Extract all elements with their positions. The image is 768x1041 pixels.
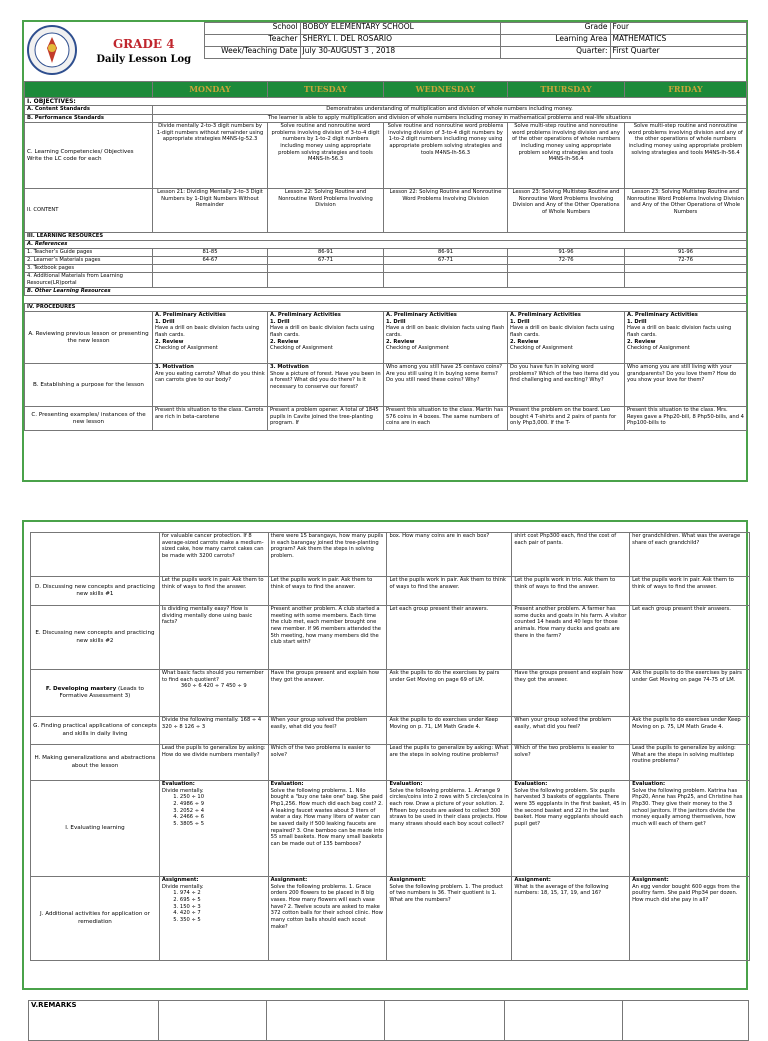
day-wednesday: WEDNESDAY: [384, 81, 508, 97]
reviewing-friday: A. Preliminary Activities 1. Drill Have a drill on basic division facts using flash cards. 2. Review Checking of Assignment: [625, 312, 747, 364]
lm-wednesday: 67-71: [384, 257, 508, 265]
applications-label: G. Finding practical applications of concepts and skills in daily living: [31, 717, 160, 745]
evaluating-thursday: Evaluation: Solve the following problem. Six pupils harvested 3 baskets of eggplants. There were 35 eggplants in the first basket, 45 in the second basket and 22 in the last basket. How many eggplants should each pupil get?: [512, 781, 630, 877]
deped-seal: [24, 23, 84, 81]
grade-value: Four: [610, 23, 746, 35]
learning-area-label: Learning Area: [500, 35, 610, 47]
week-label: Week/Teaching Date: [204, 47, 300, 59]
generalizations-thursday: Which of the two problems is easier to solve?: [512, 745, 630, 781]
procedures-heading: IV. PROCEDURES: [25, 304, 747, 312]
teacher-label: Teacher: [204, 35, 300, 47]
day-friday: FRIDAY: [625, 81, 747, 97]
discussing-2-monday: Is dividing mentally easy? How is dividing mentally done using basic facts?: [159, 606, 268, 670]
reviewing-tuesday: A. Preliminary Activities 1. Drill Have a drill on basic division facts using flash cards. 2. Review Checking of Assignment: [268, 312, 384, 364]
reviewing-monday: A. Preliminary Activities 1. Drill Have a drill on basic division facts using flash cards. 2. Review Checking of Assignment: [153, 312, 268, 364]
generalizations-label: H. Making generalizations and abstractions about the lesson: [31, 745, 160, 781]
content-monday: Lesson 21: Dividing Mentally 2-to-3 Digit Numbers by 1-Digit Numbers Without Remainder: [153, 189, 268, 233]
reviewing-label: A. Reviewing previous lesson or presenting the new lesson: [25, 312, 153, 364]
mastery-tuesday: Have the groups present and explain how they got the answer.: [268, 670, 387, 717]
log-subtitle: Daily Lesson Log: [96, 53, 192, 65]
discussing-1-monday: Let the pupils work in pair. Ask them to think of ways to find the answer.: [159, 577, 268, 606]
evaluating-tuesday: Evaluation: Solve the following problems. 1. Nilo bought a "buy one take one" bag. She paid Php1,256. How much did each bag cost? 2. A leaking faucet wastes about 3 liters of water a day. How many liters of water can be saved daily if 500 leaking faucets are repaired? 3. One bamboo can be made into 55 small baskets. How many small baskets can be made out of 135 bamboos?: [268, 781, 387, 877]
discussing-2-friday: Let each group present their answers.: [630, 606, 750, 670]
lm-monday: 64-67: [153, 257, 268, 265]
discussing-2-label: E. Discussing new concepts and practicing new skills #2: [31, 606, 160, 670]
presenting-wednesday: Present this situation to the class. Martin has 576 coins in 4 boxes. The same numbers of coins are in each: [384, 407, 508, 431]
header-table: [24, 22, 747, 81]
presenting-tuesday: Present a problem opener. A total of 1845 pupils in Cavite joined the tree-planting program. If: [268, 407, 384, 431]
additional-activities-label: J. Additional activities for application or remediation: [31, 877, 160, 961]
presenting-friday: Present this situation to the class. Mrs. Reyes gave a Php20-bill, 8 Php50-bills, and 4 Php100-bills to: [625, 407, 747, 431]
tg-monday: 81-85: [153, 249, 268, 257]
deped-seal-icon: [26, 24, 78, 76]
other-resources-heading: B. Other Learning Resources: [25, 288, 747, 296]
remarks-table: [28, 1000, 749, 1041]
grade-title: GRADE 4: [112, 36, 175, 51]
lesson-log-page-3: [22, 1000, 748, 1040]
content-thursday: Lesson 23: Solving Multistep Routine and Nonroutine Word Problems Involving Division and Any of the Other Operations of Whole Numbers: [508, 189, 625, 233]
competency-tuesday: Solve routine and nonroutine word problems involving division of 3-to-4 digit numbers by 1-to-2 digit numbers including money using appropriate problem solving strategies and tools M4NS-Ih-56.3: [268, 123, 384, 189]
objectives-heading: I. OBJECTIVES:: [25, 97, 747, 106]
lm-label: 2. Learner’s Materials pages: [25, 257, 153, 265]
day-thursday: THURSDAY: [508, 81, 625, 97]
evaluating-label: I. Evaluating learning: [31, 781, 160, 877]
lm-tuesday: 67-71: [268, 257, 384, 265]
week-value: July 30-AUGUST 3 , 2018: [300, 47, 500, 59]
references-heading: A. References: [25, 241, 747, 249]
tg-label: 1. Teacher’s Guide pages: [25, 249, 153, 257]
generalizations-tuesday: Which of the two problems is easier to solve?: [268, 745, 387, 781]
competencies-label: C. Learning Competencies/ Objectives Write the LC code for each: [25, 123, 153, 189]
lesson-table-1: [24, 81, 747, 432]
assignment-thursday: Assignment: What is the average of the following numbers: 18, 15, 17, 19, and 16?: [512, 877, 630, 961]
purpose-thursday: Do you have fun in solving word problems? Which of the two items did you find challenging and exciting? Why?: [508, 364, 625, 407]
applications-wednesday: Ask the pupils to do exercises under Keep Moving on p. 71, LM Math Grade 4.: [387, 717, 512, 745]
continued-wednesday: box. How many coins are in each box?: [387, 533, 512, 577]
content-standards-label: A. Content Standards: [25, 106, 153, 115]
applications-thursday: When your group solved the problem easily, what did you feel?: [512, 717, 630, 745]
competency-wednesday: Solve routine and nonroutine word problems involving division of 3-to-4 digit numbers by 1-to-2 digit numbers including money using appropriate problem solving strategies and tools M4NS-Ih-56.3: [384, 123, 508, 189]
remarks-label: V.REMARKS: [29, 1001, 159, 1041]
assignment-wednesday: Assignment: Solve the following problem. 1. The product of two numbers is 36. Their quotient is 1. What are the numbers?: [387, 877, 512, 961]
applications-monday: Divide the following mentally. 168 ÷ 4 320 ÷ 8 126 ÷ 3: [159, 717, 268, 745]
discussing-1-friday: Let the pupils work in pair. Ask them to think of ways to find the answer.: [630, 577, 750, 606]
school-value: BOBOY ELEMENTARY SCHOOL: [300, 23, 500, 35]
continued-friday: her grandchildren. What was the average share of each grandchild?: [630, 533, 750, 577]
continued-monday: for valuable cancer protection. If 8 average-sized carrots make a medium-sized cake, how many carrot cakes can be made with 3200 carrots?: [159, 533, 268, 577]
assignment-tuesday: Assignment: Solve the following problems. 1. Grace orders 200 flowers to be placed in 8 big vases. How many flowers will each vase have? 2. Twelve scouts are asked to make 372 cotton balls for their school clinic. How many cotton balls should each scout make?: [268, 877, 387, 961]
presenting-monday: Present this situation to the class. Carrots are rich in beta-carotene: [153, 407, 268, 431]
discussing-2-thursday: Present another problem. A farmer has some ducks and goats in his farm. A visitor counted 14 heads and 40 legs for those animals. How many ducks and goats are there in the farm?: [512, 606, 630, 670]
discussing-2-tuesday: Present another problem. A club started a meeting with some members. Each time the club met, each member brought one new member. If 96 members attended the 5th meeting, how many members did the club start with?: [268, 606, 387, 670]
mastery-friday: Ask the pupils to do the exercises by pairs under Get Moving on page 74-75 of LM.: [630, 670, 750, 717]
title-block: [84, 23, 204, 81]
quarter-value: First Quarter: [610, 47, 746, 59]
content-wednesday: Lesson 22: Solving Routine and Nonroutine Word Problems Involving Division: [384, 189, 508, 233]
performance-standards-value: The learner is able to apply multiplication and division of whole numbers including money in mathematical problems and real-life situations: [153, 115, 747, 123]
reviewing-wednesday: A. Preliminary Activities 1. Drill Have a drill on basic division facts using flash cards. 2. Review Checking of Assignment: [384, 312, 508, 364]
applications-friday: Ask the pupils to do exercises under Keep Moving on p. 75, LM Math Grade 4.: [630, 717, 750, 745]
discussing-2-wednesday: Let each group present their answers.: [387, 606, 512, 670]
content-tuesday: Lesson 22: Solving Routine and Nonroutine Word Problems Involving Division: [268, 189, 384, 233]
quarter-label: Quarter:: [500, 47, 610, 59]
lesson-table-2: [30, 532, 750, 961]
mastery-monday: What basic facts should you remember to find each quotient? 360 ÷ 6 420 ÷ 7 450 ÷ 9: [159, 670, 268, 717]
lm-friday: 72-76: [625, 257, 747, 265]
purpose-monday: 3. Motivation Are you eating carrots? What do you think can carrots give to our body?: [153, 364, 268, 407]
competency-monday: Divide mentally 2-to-3 digit numbers by 1-digit numbers without remainder using appropriate strategies M4NS-Ig-52.3: [153, 123, 268, 189]
lm-thursday: 72-76: [508, 257, 625, 265]
evaluating-friday: Evaluation: Solve the following problem. Katrina has Php20, Anne has Php25, and Christine has Php30. They give their money to the 3 school janitors. If the janitors divide the money equally among themselves, how much will each of them get?: [630, 781, 750, 877]
content-friday: Lesson 23: Solving Multistep Routine and Nonroutine Word Problems Involving Division and Any of the Other Operations of Whole Numbers: [625, 189, 747, 233]
lesson-log-page-2: [22, 520, 748, 990]
tg-tuesday: 86-91: [268, 249, 384, 257]
generalizations-monday: Lead the pupils to generalize by asking: How do we divide numbers mentally?: [159, 745, 268, 781]
reviewing-thursday: A. Preliminary Activities 1. Drill Have a drill on basic division facts using flash cards. 2. Review Checking of Assignment: [508, 312, 625, 364]
performance-standards-label: B. Performance Standards: [25, 115, 153, 123]
competency-friday: Solve multi-step routine and nonroutine word problems involving division and any of the other operations of whole numbers including money using appropriate problem solving strategies and tools M4NS-Ih-56.4: [625, 123, 747, 189]
tg-wednesday: 86-91: [384, 249, 508, 257]
day-header-row: [25, 81, 747, 97]
teacher-value: SHERYL I. DEL ROSARIO: [300, 35, 500, 47]
mastery-wednesday: Ask the pupils to do the exercises by pairs under Get Moving on page 69 of LM.: [387, 670, 512, 717]
generalizations-wednesday: Lead the pupils to generalize by asking: What are the steps in solving routine problems?: [387, 745, 512, 781]
resources-heading: III. LEARNING RESOURCES: [25, 233, 747, 241]
discussing-1-label: D. Discussing new concepts and practicing new skills #1: [31, 577, 160, 606]
discussing-1-tuesday: Let the pupils work in pair. Ask them to think of ways to find the answer.: [268, 577, 387, 606]
purpose-label: B. Establishing a purpose for the lesson: [25, 364, 153, 407]
continued-thursday: shirt cost Php300 each, find the cost of each pair of pants.: [512, 533, 630, 577]
evaluating-wednesday: Evaluation: Solve the following problems. 1. Arrange 9 circles/coins into 2 rows with 5 circles/coins in each row. Draw a picture of your solution. 2. Fifteen boy scouts are asked to collect 300 straws to be used in their class projects. How many straws should each boy scout collect?: [387, 781, 512, 877]
day-monday: MONDAY: [153, 81, 268, 97]
lesson-log-page-1: [22, 20, 748, 482]
tg-friday: 91-96: [625, 249, 747, 257]
additional-materials-label: 4. Additional Materials from Learning Resource(LR)portal: [25, 273, 153, 288]
applications-tuesday: When your group solved the problem easily, what did you feel?: [268, 717, 387, 745]
purpose-wednesday: Who among you still have 25 centavo coins? Are you still using it in buying some items? Do you still need these coins? Why?: [384, 364, 508, 407]
evaluating-monday: Evaluation: Divide mentally. 1. 250 ÷ 10 2. 4986 ÷ 9 3. 2052 ÷ 4 4. 2466 ÷ 6 5. 3805 ÷ 5: [159, 781, 268, 877]
school-label: School: [204, 23, 300, 35]
continued-tuesday: there were 15 barangays, how many pupils in each barangay joined the tree-planting program? Ask them the steps in solving problem.: [268, 533, 387, 577]
generalizations-friday: Lead the pupils to generalize by asking: What are the steps in solving multistep routine problems?: [630, 745, 750, 781]
tg-thursday: 91-96: [508, 249, 625, 257]
textbook-label: 3. Textbook pages: [25, 265, 153, 273]
presenting-thursday: Present the problem on the board. Leo bought 4 T-shirts and 2 pairs of pants for only Php3,000. If the T-: [508, 407, 625, 431]
mastery-label: F. Developing mastery (Leads to Formative Assessment 3): [31, 670, 160, 717]
discussing-1-wednesday: Let the pupils work in pair. Ask them to think of ways to find the answer.: [387, 577, 512, 606]
competency-thursday: Solve multi-step routine and nonroutine word problems involving division and any of the other operations of whole numbers including money using appropriate problem solving strategies and tools M4NS-Ih-56.4: [508, 123, 625, 189]
purpose-friday: Who among you are still living with your grandparents? Do you love them? How do you show your love for them?: [625, 364, 747, 407]
day-tuesday: TUESDAY: [268, 81, 384, 97]
content-label: II. CONTENT: [25, 189, 153, 233]
discussing-1-thursday: Let the pupils work in trio. Ask them to think of ways to find the answer.: [512, 577, 630, 606]
mastery-thursday: Have the groups present and explain how they got the answer.: [512, 670, 630, 717]
assignment-monday: Assignment: Divide mentally. 1. 974 ÷ 2 2. 695 ÷ 5 3. 150 ÷ 3 4. 420 ÷ 7 5. 350 ÷ 5: [159, 877, 268, 961]
grade-label: Grade: [500, 23, 610, 35]
assignment-friday: Assignment: An egg vendor bought 600 eggs from the poultry farm. She paid Php34 per dozen. How much did she pay in all?: [630, 877, 750, 961]
purpose-tuesday: 3. Motivation Show a picture of forest. Have you been in a forest? What did you do there? Is it necessary to conserve our forest?: [268, 364, 384, 407]
content-standards-value: Demonstrates understanding of multiplication and division of whole numbers including money.: [153, 106, 747, 115]
presenting-label: C. Presenting examples/ instances of the new lesson: [25, 407, 153, 431]
learning-area-value: MATHEMATICS: [610, 35, 746, 47]
